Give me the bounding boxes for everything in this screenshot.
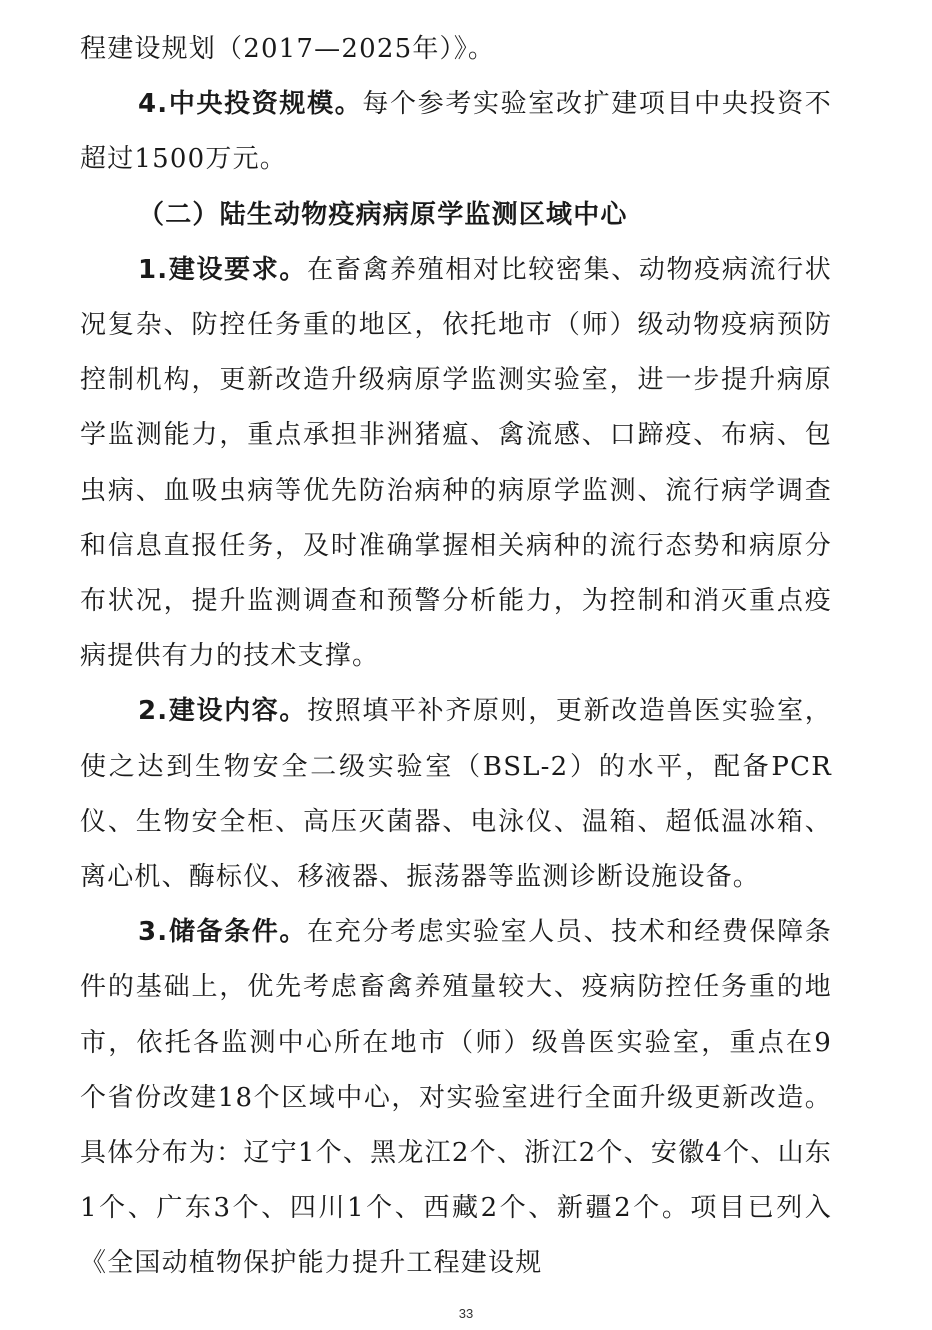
continuation-paragraph: 程建设规划（2017—2025年）》。 xyxy=(80,34,496,64)
requirements-lead: 1.建设要求。 xyxy=(138,254,308,285)
conditions-paragraph xyxy=(80,905,832,1291)
requirements-text: 在畜禽养殖相对比较密集、动物疫病流行状况复杂、防控任务重的地区，依托地市（师）级动物疫病预防控制机构，更新改造升级病原学监测实验室，进一步提升病原学监测能力，重点承担非洲猪瘟、禽流感、口蹄疫、布病、包虫病、血吸虫病等优先防治病种的病原学监测、流行病学调查和信息直报任务，及时准确掌握相关病种的流行态势和病原分布状况，提升监测调查和预警分析能力，为控制和消灭重点疫病提供有力的技术支撑。 xyxy=(80,254,832,672)
requirements-paragraph xyxy=(80,243,832,685)
investment-scale-paragraph xyxy=(80,77,832,187)
content-lead: 2.建设内容。 xyxy=(138,696,308,727)
investment-scale-text: 每个参考实验室改扩建项目中央投资不超过1500万元。 xyxy=(80,89,832,175)
investment-scale-lead: 4.中央投资规模。 xyxy=(138,89,363,120)
content-paragraph xyxy=(80,684,832,905)
conditions-text: 在充分考虑实验室人员、技术和经费保障条件的基础上，优先考虑畜禽养殖量较大、疫病防控任务重的地市，依托各监测中心所在地市（师）级兽医实验室，重点在9个省份改建18个区域中心，对实验室进行全面升级更新改造。具体分布为：辽宁1个、黑龙江2个、浙江2个、安徽4个、山东1个、广东3个、四川1个、西藏2个、新疆2个。项目已列入《全国动植物保护能力提升工程建设规 xyxy=(80,917,832,1279)
conditions-lead: 3.储备条件。 xyxy=(138,917,308,948)
document-body xyxy=(80,22,832,1292)
page-number: 33 xyxy=(458,1306,474,1321)
content-text: 按照填平补齐原则，更新改造兽医实验室，使之达到生物安全二级实验室（BSL-2）的水平，配备PCR仪、生物安全柜、高压灭菌器、电泳仪、温箱、超低温冰箱、离心机、酶标仪、移液器、振荡器等监测诊断设施设备。 xyxy=(80,696,832,893)
section-heading: （二）陆生动物疫病病原学监测区域中心 xyxy=(138,199,628,230)
